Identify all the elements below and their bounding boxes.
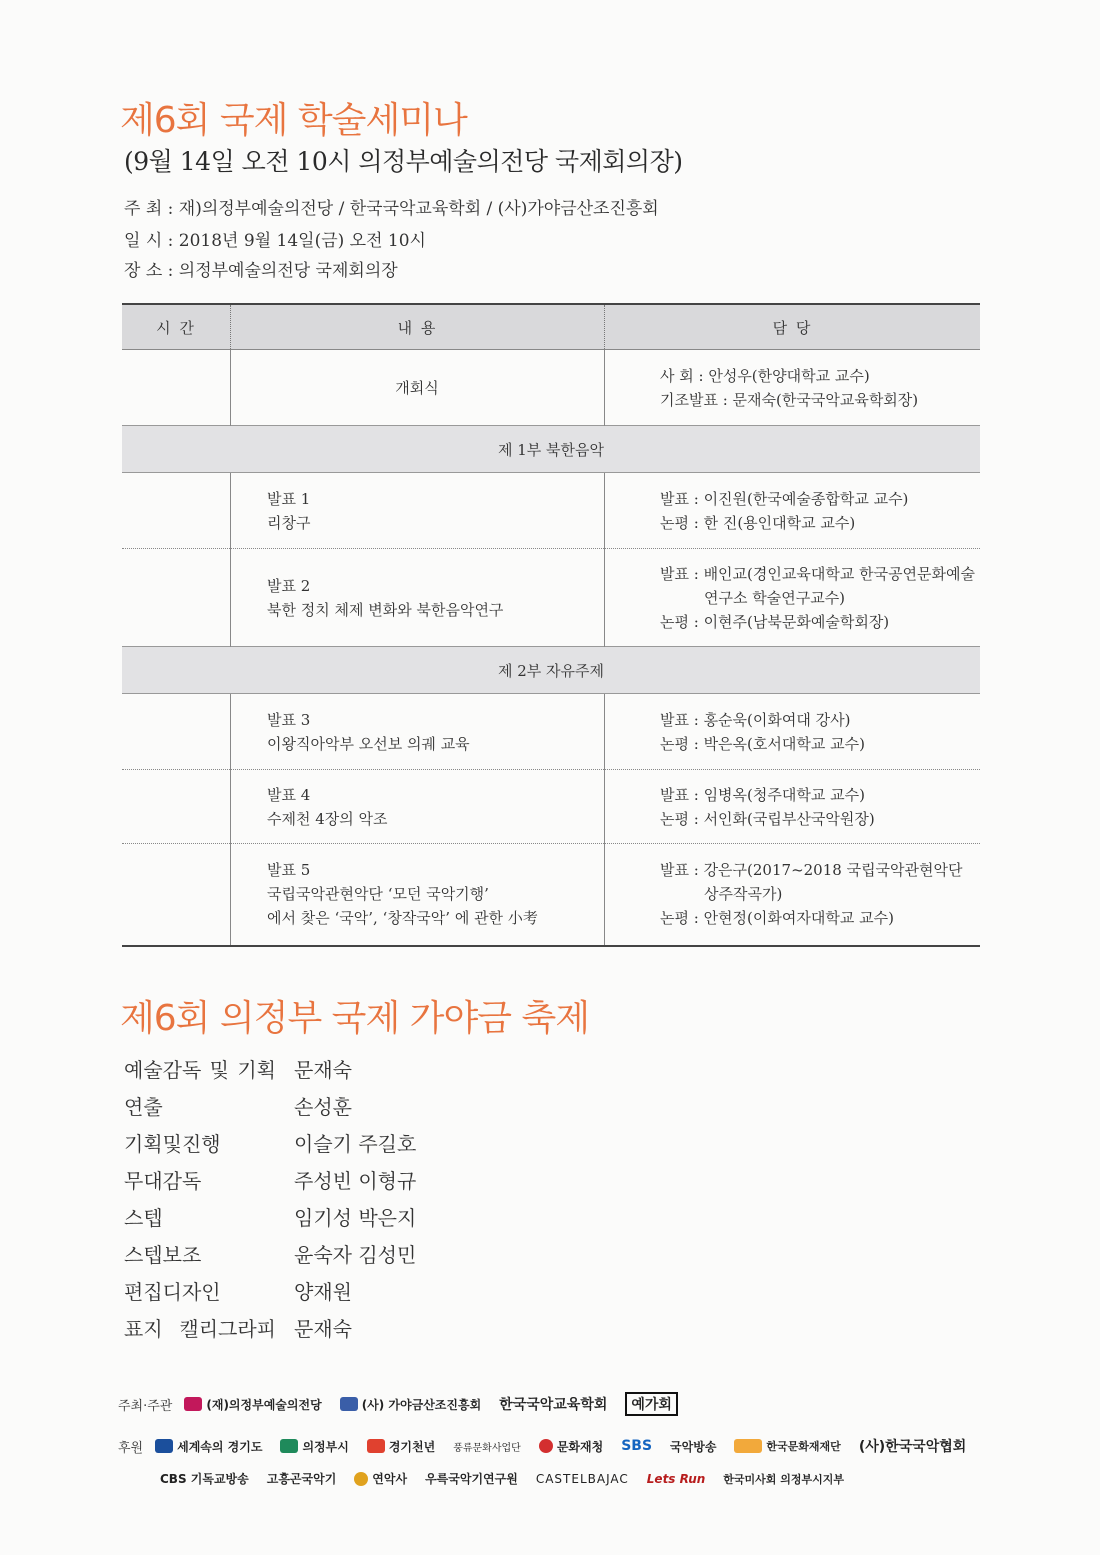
logo-sbs — [621, 1438, 652, 1454]
logo-gyeonggi-1000 — [367, 1438, 435, 1455]
content-line: 수제천 4장의 악조 — [267, 809, 388, 828]
logo-text: 경기천년 — [388, 1439, 436, 1454]
time-cell — [122, 473, 231, 549]
header-content: 내 용 — [231, 304, 605, 350]
logo-text: 문화재청 — [556, 1439, 604, 1454]
seminar-place: 장 소 : 의정부예술의전당 국제회의장 — [124, 261, 398, 281]
logo-text: 한국미사회 의정부시지부 — [723, 1472, 845, 1486]
credits-list — [124, 1050, 416, 1346]
festival-title: 제6회 의정부 국제 가야금 축제 — [120, 998, 589, 1039]
logo-text: 고흥곤국악기 — [266, 1472, 337, 1486]
credit-row — [124, 1161, 416, 1198]
logo-letsrun — [647, 1472, 706, 1486]
credit-row — [124, 1272, 416, 1309]
city-logo-icon — [280, 1439, 298, 1453]
who-cell — [605, 473, 981, 549]
table-row — [122, 473, 980, 549]
logo-uijeongbu-city — [280, 1438, 348, 1455]
logo-pungryu — [453, 1439, 521, 1454]
credit-role: 스텝보조 — [124, 1243, 202, 1267]
content-line: 개회식 — [395, 378, 439, 397]
taegeuk-icon — [539, 1439, 553, 1453]
credit-role: 기획및진행 — [124, 1132, 221, 1156]
who-line: 논평 : 안현정(이화여자대학교 교수) — [660, 909, 894, 928]
content-cell — [231, 770, 605, 844]
logo-gyeonggi — [155, 1438, 262, 1455]
content-line: 발표 3 — [267, 710, 311, 729]
content-line: 리창구 — [267, 513, 311, 532]
table-row — [122, 350, 980, 426]
content-line: 에서 찾은 ‘국악’, ‘창작국악’ 에 관한 小考 — [267, 909, 538, 928]
flower-logo-icon — [354, 1472, 368, 1486]
logo-cha — [539, 1438, 603, 1455]
seminar-title: 제6회 국제 학술세미나 — [120, 100, 467, 141]
time-cell — [122, 350, 231, 426]
credit-role: 예술감독 및 기획 — [124, 1058, 276, 1082]
logo-gugak-broadcast — [670, 1438, 716, 1455]
who-line: 발표 : 홍순욱(이화여대 강사) — [660, 710, 851, 729]
table-header-row — [122, 304, 980, 350]
logo-text: 의정부시 — [302, 1439, 349, 1454]
table-row — [122, 694, 980, 770]
content-line: 발표 4 — [267, 785, 311, 804]
who-cell — [605, 549, 981, 647]
content-line: 발표 1 — [267, 489, 311, 508]
logo-text: 세계속의 경기도 — [177, 1439, 263, 1454]
wave-logo-icon — [340, 1397, 358, 1411]
logo-text: 풍류문화사업단 — [453, 1442, 521, 1454]
logo-castelbajac — [536, 1472, 629, 1486]
content-cell — [231, 473, 605, 549]
credit-role: 편집디자인 — [124, 1280, 221, 1304]
table-row — [122, 844, 980, 946]
who-line: 발표 : 이진원(한국예술종합학교 교수) — [660, 489, 909, 508]
logo-text: 우륵국악기연구원 — [425, 1472, 518, 1486]
section-title: 제 2부 자유주제 — [122, 647, 980, 694]
header-who: 담 당 — [605, 304, 981, 350]
logo-cultural-heritage-foundation — [734, 1438, 840, 1454]
logo-text: 예가회 — [625, 1392, 678, 1416]
who-cell — [605, 350, 981, 426]
hosts-row — [118, 1392, 696, 1416]
content-line: 발표 5 — [267, 861, 311, 880]
logo-cbs — [160, 1470, 249, 1487]
logo-text: (재)의정부예술의전당 — [206, 1397, 322, 1412]
credit-name: 문재숙 — [294, 1058, 352, 1082]
credit-role: 스텝 — [124, 1206, 163, 1230]
time-cell — [122, 549, 231, 647]
who-cell — [605, 770, 981, 844]
logo-gayageum-society — [340, 1396, 481, 1413]
who-line: 발표 : 강은구(2017~2018 국립국악관현악단 — [660, 861, 963, 880]
credit-name: 주성빈 이형규 — [294, 1169, 417, 1193]
section-row-part2 — [122, 647, 980, 694]
credit-role: 표지 캘리그라피 — [124, 1317, 276, 1341]
credit-name: 임기성 박은지 — [294, 1206, 417, 1230]
credit-role: 연출 — [124, 1095, 163, 1119]
ribbon-logo-icon — [734, 1439, 762, 1453]
who-line: 기조발표 : 문재숙(한국국악교육학회장) — [660, 390, 919, 409]
logo-text: SBS — [621, 1438, 653, 1454]
logo-uijeongbu-arts — [184, 1396, 321, 1413]
who-line: 연구소 학술연구교수) — [704, 588, 846, 607]
seminar-date: 일 시 : 2018년 9월 14일(금) 오전 10시 — [124, 231, 426, 251]
logo-yegahoe — [625, 1392, 678, 1416]
seminar-host: 주 최 : 재)의정부예술의전당 / 한국국악교육학회 / (사)가야금산조진흥회 — [124, 199, 659, 219]
logo-gohonggon — [267, 1470, 337, 1487]
schedule-table — [122, 303, 980, 947]
content-cell — [231, 694, 605, 770]
credit-row — [124, 1050, 416, 1087]
content-line: 발표 2 — [267, 576, 311, 595]
who-line: 발표 : 배인교(경인교육대학교 한국공연문화예술 — [660, 564, 976, 583]
who-line: 상주작곡가) — [704, 885, 783, 904]
swirl-logo-icon — [184, 1397, 202, 1411]
logo-text: 한국문화재재단 — [766, 1440, 841, 1453]
credit-row — [124, 1087, 416, 1124]
content-cell — [231, 350, 605, 426]
credit-role: 무대감독 — [124, 1169, 202, 1193]
credit-row — [124, 1309, 416, 1346]
who-line: 논평 : 이현주(남북문화예술학회장) — [660, 612, 890, 631]
logo-text: (사) 가야금산조진흥회 — [361, 1397, 482, 1412]
credit-name: 손성훈 — [294, 1095, 352, 1119]
who-line: 사 회 : 안성우(한양대학교 교수) — [660, 366, 870, 385]
credit-name: 이슬기 주길호 — [294, 1132, 417, 1156]
credit-row — [124, 1198, 416, 1235]
content-cell — [231, 549, 605, 647]
host-label: 주최·주관 — [118, 1398, 173, 1414]
credit-row — [124, 1124, 416, 1161]
content-line: 북한 정치 체제 변화와 북한음악연구 — [267, 600, 504, 619]
millennium-logo-icon — [367, 1439, 385, 1453]
credit-row — [124, 1235, 416, 1272]
logo-text: CASTELBAJAC — [535, 1471, 629, 1486]
logo-yeonaksa — [354, 1470, 407, 1487]
credit-name: 문재숙 — [294, 1317, 352, 1341]
table-row — [122, 770, 980, 844]
section-title: 제 1부 북한음악 — [122, 426, 980, 473]
seminar-subtitle: (9월 14일 오전 10시 의정부예술의전당 국제회의장) — [124, 147, 683, 176]
logo-gugak-association — [859, 1436, 966, 1456]
credit-name: 양재원 — [294, 1280, 352, 1304]
credit-name: 윤숙자 김성민 — [294, 1243, 417, 1267]
gyeonggi-logo-icon — [155, 1439, 173, 1453]
content-cell — [231, 844, 605, 946]
support-label: 후원 — [118, 1440, 144, 1456]
logo-text: CBS 기독교방송 — [160, 1472, 249, 1486]
content-line: 국립국악관현악단 ‘모던 국악기행’ — [267, 885, 489, 904]
header-time: 시 간 — [122, 304, 231, 350]
who-line: 발표 : 임병옥(청주대학교 교수) — [660, 785, 865, 804]
logo-text: 국악방송 — [670, 1439, 717, 1454]
logo-text: Lets Run — [646, 1471, 706, 1486]
who-line: 논평 : 한 진(용인대학교 교수) — [660, 513, 856, 532]
time-cell — [122, 770, 231, 844]
who-line: 논평 : 박은옥(호서대학교 교수) — [660, 734, 865, 753]
logo-gugak-education-society — [499, 1394, 607, 1414]
logo-text: 한국국악교육학회 — [499, 1397, 608, 1413]
content-line: 이왕직아악부 오선보 의궤 교육 — [267, 734, 470, 753]
time-cell — [122, 844, 231, 946]
who-cell — [605, 694, 981, 770]
time-cell — [122, 694, 231, 770]
section-row-part1 — [122, 426, 980, 473]
logo-text: (사)한국국악협회 — [858, 1439, 967, 1455]
supporters-row-2 — [160, 1470, 862, 1487]
table-row — [122, 549, 980, 647]
logo-ureuk — [425, 1470, 518, 1487]
who-line: 논평 : 서인화(국립부산국악원장) — [660, 809, 875, 828]
who-cell — [605, 844, 981, 946]
supporters-row — [118, 1436, 984, 1456]
logo-text: 연악사 — [372, 1472, 408, 1486]
logo-misahoe — [723, 1471, 844, 1487]
